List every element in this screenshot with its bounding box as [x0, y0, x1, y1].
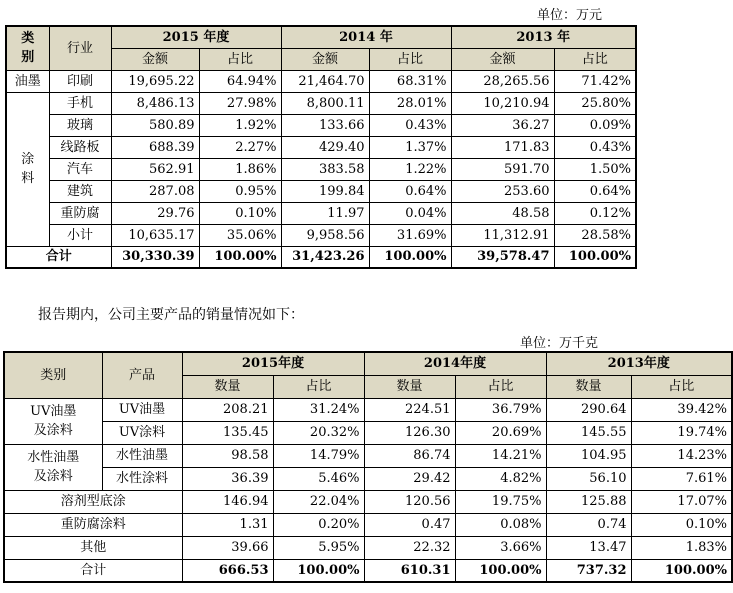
table-row: [6, 202, 636, 224]
table-row: [4, 467, 732, 490]
value-cell: 133.66: [281, 114, 369, 136]
value-cell: 120.56: [364, 490, 455, 513]
value-cell: 100.00%: [455, 559, 546, 582]
value-cell: 100.00%: [273, 559, 364, 582]
value-cell: 562.91: [111, 158, 199, 180]
industry-cell: 印刷: [49, 70, 111, 92]
value-cell: 27.98%: [199, 92, 281, 114]
table-row: [4, 398, 732, 421]
value-cell: 145.55: [546, 421, 631, 444]
industry-cell: 手机: [49, 92, 111, 114]
value-cell: 86.74: [364, 444, 455, 467]
table-row: [6, 180, 636, 202]
value-cell: 29.76: [111, 202, 199, 224]
value-cell: 39.66: [182, 536, 273, 559]
category-glyph: 别: [21, 50, 35, 66]
product-header: 产品: [102, 352, 182, 398]
value-cell: 0.04%: [369, 202, 451, 224]
value-cell: 25.80%: [554, 92, 636, 114]
category-glyph: 类: [21, 31, 35, 47]
value-cell: 1.31: [182, 513, 273, 536]
share-header: 占比: [199, 48, 281, 70]
share-header: 占比: [631, 375, 732, 398]
value-cell: 39,578.47: [451, 246, 554, 268]
table-row: [6, 136, 636, 158]
category-cell: 油墨: [6, 70, 49, 92]
qty-header: 数量: [182, 375, 273, 398]
value-cell: 19.75%: [455, 490, 546, 513]
value-cell: 31.24%: [273, 398, 364, 421]
year-header-2015: 2015 年度: [111, 26, 281, 48]
value-cell: 135.45: [182, 421, 273, 444]
value-cell: 171.83: [451, 136, 554, 158]
value-cell: 10,635.17: [111, 224, 199, 246]
category-line: 及涂料: [33, 469, 73, 484]
category-cell: [6, 92, 49, 246]
qty-header: 数量: [546, 375, 631, 398]
subtotal-row: [6, 224, 636, 246]
value-cell: 0.10%: [631, 513, 732, 536]
merged-label-cell: 其他: [4, 536, 182, 559]
value-cell: 36.39: [182, 467, 273, 490]
value-cell: 39.42%: [631, 398, 732, 421]
value-cell: 0.10%: [199, 202, 281, 224]
value-cell: 100.00%: [554, 246, 636, 268]
product-cell: UV涂料: [102, 421, 182, 444]
sales-volume-note: 报告期内，公司主要产品的销量情况如下：: [38, 307, 304, 323]
table-row: [4, 513, 732, 536]
value-cell: 21,464.70: [281, 70, 369, 92]
value-cell: 68.31%: [369, 70, 451, 92]
value-cell: 28,265.56: [451, 70, 554, 92]
table-row: [6, 114, 636, 136]
value-cell: 1.37%: [369, 136, 451, 158]
value-cell: 11.97: [281, 202, 369, 224]
value-cell: 100.00%: [631, 559, 732, 582]
year-header-2013: 2013年度: [546, 352, 732, 375]
industry-cell: 玻璃: [49, 114, 111, 136]
value-cell: 688.39: [111, 136, 199, 158]
value-cell: 29.42: [364, 467, 455, 490]
category-header: 类别: [4, 352, 102, 398]
value-cell: 64.94%: [199, 70, 281, 92]
amount-header: 金额: [111, 48, 199, 70]
value-cell: 14.79%: [273, 444, 364, 467]
value-cell: 0.64%: [554, 180, 636, 202]
value-cell: 0.74: [546, 513, 631, 536]
value-cell: 1.22%: [369, 158, 451, 180]
table-row: [4, 490, 732, 513]
value-cell: 224.51: [364, 398, 455, 421]
value-cell: 28.58%: [554, 224, 636, 246]
value-cell: 1.92%: [199, 114, 281, 136]
product-cell: 水性涂料: [102, 467, 182, 490]
table-row: [4, 421, 732, 444]
value-cell: 383.58: [281, 158, 369, 180]
value-cell: 208.21: [182, 398, 273, 421]
value-cell: 146.94: [182, 490, 273, 513]
category-cell: [4, 398, 102, 444]
value-cell: 35.06%: [199, 224, 281, 246]
share-header: 占比: [455, 375, 546, 398]
value-cell: 253.60: [451, 180, 554, 202]
value-cell: 104.95: [546, 444, 631, 467]
value-cell: 19.74%: [631, 421, 732, 444]
value-cell: 56.10: [546, 467, 631, 490]
industry-cell: 重防腐: [49, 202, 111, 224]
table2-unit: 单位：万千克: [520, 336, 599, 351]
category-line: 及涂料: [33, 423, 73, 438]
value-cell: 1.83%: [631, 536, 732, 559]
value-cell: 0.95%: [199, 180, 281, 202]
value-cell: 98.58: [182, 444, 273, 467]
value-cell: 22.04%: [273, 490, 364, 513]
year-header-2015: 2015年度: [182, 352, 364, 375]
merged-label-cell: 重防腐涂料: [4, 513, 182, 536]
value-cell: 30,330.39: [111, 246, 199, 268]
value-cell: 1.86%: [199, 158, 281, 180]
value-cell: 290.64: [546, 398, 631, 421]
table-row: [4, 444, 732, 467]
value-cell: 13.47: [546, 536, 631, 559]
category-header: [6, 26, 49, 70]
value-cell: 36.79%: [455, 398, 546, 421]
value-cell: 3.66%: [455, 536, 546, 559]
value-cell: 591.70: [451, 158, 554, 180]
share-header: 占比: [554, 48, 636, 70]
table1-unit: 单位：万元: [537, 8, 603, 23]
subtotal-label: 小计: [49, 224, 111, 246]
value-cell: 36.27: [451, 114, 554, 136]
amount-header: 金额: [281, 48, 369, 70]
value-cell: 22.32: [364, 536, 455, 559]
value-cell: 31.69%: [369, 224, 451, 246]
industry-cell: 汽车: [49, 158, 111, 180]
value-cell: 0.43%: [554, 136, 636, 158]
value-cell: 20.32%: [273, 421, 364, 444]
value-cell: 5.46%: [273, 467, 364, 490]
value-cell: 0.43%: [369, 114, 451, 136]
industry-cell: 建筑: [49, 180, 111, 202]
revenue-by-industry-table: [5, 25, 637, 269]
value-cell: 1.50%: [554, 158, 636, 180]
table-row: [6, 92, 636, 114]
value-cell: 48.58: [451, 202, 554, 224]
value-cell: 28.01%: [369, 92, 451, 114]
table-row: [4, 536, 732, 559]
total-label: 合计: [6, 246, 111, 268]
value-cell: 100.00%: [369, 246, 451, 268]
value-cell: 0.47: [364, 513, 455, 536]
value-cell: 429.40: [281, 136, 369, 158]
value-cell: 666.53: [182, 559, 273, 582]
value-cell: 19,695.22: [111, 70, 199, 92]
value-cell: 100.00%: [199, 246, 281, 268]
product-cell: 水性油墨: [102, 444, 182, 467]
table-row: [6, 158, 636, 180]
value-cell: 31,423.26: [281, 246, 369, 268]
category-glyph: 料: [21, 171, 35, 186]
value-cell: 580.89: [111, 114, 199, 136]
table-row: [6, 70, 636, 92]
value-cell: 17.07%: [631, 490, 732, 513]
year-header-2014: 2014 年: [281, 26, 451, 48]
category-glyph: 涂: [21, 152, 35, 167]
share-header: 占比: [273, 375, 364, 398]
total-row: [4, 559, 732, 582]
value-cell: 199.84: [281, 180, 369, 202]
value-cell: 0.12%: [554, 202, 636, 224]
value-cell: 125.88: [546, 490, 631, 513]
value-cell: 14.23%: [631, 444, 732, 467]
value-cell: 0.08%: [455, 513, 546, 536]
amount-header: 金额: [451, 48, 554, 70]
value-cell: 0.09%: [554, 114, 636, 136]
industry-cell: 线路板: [49, 136, 111, 158]
value-cell: 10,210.94: [451, 92, 554, 114]
category-line: 水性油墨: [27, 450, 80, 465]
value-cell: 9,958.56: [281, 224, 369, 246]
value-cell: 8,486.13: [111, 92, 199, 114]
share-header: 占比: [369, 48, 451, 70]
value-cell: 71.42%: [554, 70, 636, 92]
year-header-2013: 2013 年: [451, 26, 636, 48]
value-cell: 8,800.11: [281, 92, 369, 114]
sales-volume-table: [3, 351, 733, 583]
value-cell: 126.30: [364, 421, 455, 444]
value-cell: 0.64%: [369, 180, 451, 202]
value-cell: 2.27%: [199, 136, 281, 158]
value-cell: 287.08: [111, 180, 199, 202]
qty-header: 数量: [364, 375, 455, 398]
year-header-2014: 2014年度: [364, 352, 546, 375]
category-cell: [4, 444, 102, 490]
value-cell: 20.69%: [455, 421, 546, 444]
industry-header: 行业: [49, 26, 111, 70]
value-cell: 14.21%: [455, 444, 546, 467]
value-cell: 737.32: [546, 559, 631, 582]
value-cell: 4.82%: [455, 467, 546, 490]
value-cell: 7.61%: [631, 467, 732, 490]
value-cell: 11,312.91: [451, 224, 554, 246]
value-cell: 5.95%: [273, 536, 364, 559]
total-row: [6, 246, 636, 268]
total-label: 合计: [4, 559, 182, 582]
category-line: UV油墨: [30, 404, 77, 419]
value-cell: 610.31: [364, 559, 455, 582]
merged-label-cell: 溶剂型底涂: [4, 490, 182, 513]
value-cell: 0.20%: [273, 513, 364, 536]
product-cell: UV油墨: [102, 398, 182, 421]
